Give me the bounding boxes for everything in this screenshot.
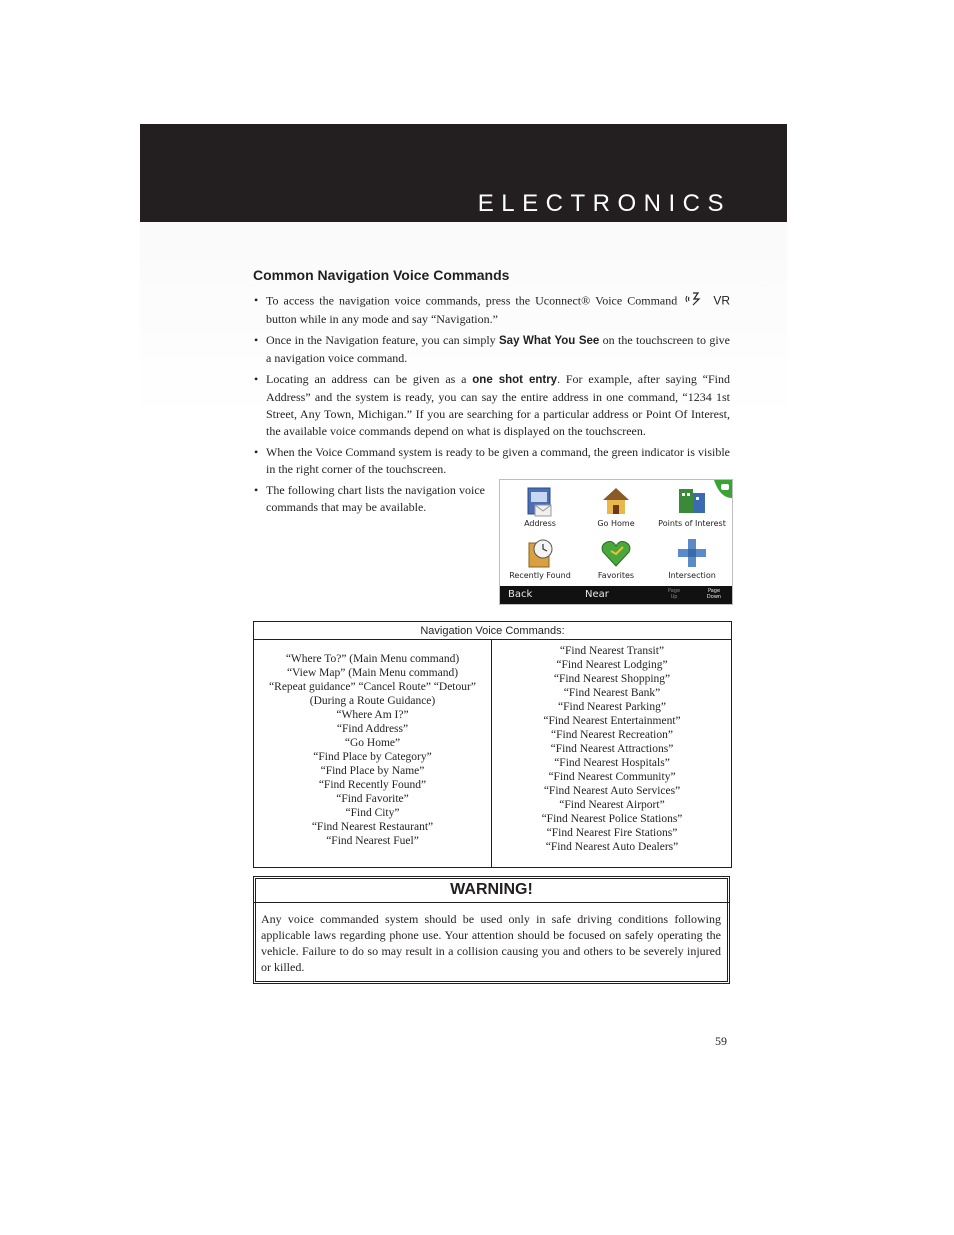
bullet-green-indicator [253, 444, 730, 478]
voice-command-item: “Find Nearest Airport” [559, 799, 665, 811]
bullet-say-what-you-see [253, 332, 730, 367]
voice-command-item: “Find Address” [336, 723, 409, 735]
table-header: Navigation Voice Commands: [254, 622, 731, 640]
voice-command-item: “Find Nearest Community” [548, 771, 676, 783]
bullet-text: . For example, after saying “Find Address” and the system is ready, you can say the entire address in one command, “1234 1st Street, Any Town, Michigan.” If you are searching for a particular address or Point Of Interest, the available voice commands depend on what is displayed on the touchscreen. [266, 372, 730, 438]
points-of-interest-tile[interactable] [654, 485, 730, 528]
section-title: Common Navigation Voice Commands [253, 267, 510, 283]
voice-command-icon [684, 292, 706, 311]
right-command-column [493, 640, 731, 867]
intersection-icon [675, 537, 709, 569]
page-down-button[interactable]: Page Down [706, 588, 722, 600]
section-header-bar [140, 124, 787, 222]
voice-command-item: “Find Nearest Hospitals” [554, 757, 670, 769]
voice-command-item: “Find Nearest Restaurant” [311, 821, 434, 833]
bullet-chart-intro [253, 482, 485, 516]
voice-command-item: “Find Nearest Attractions” [550, 743, 674, 755]
tile-label: Points of Interest [658, 519, 726, 528]
voice-command-item: “Find City” [345, 807, 400, 819]
voice-command-item: “Find Nearest Entertainment” [543, 715, 681, 727]
voice-command-item: “Find Place by Category” [313, 751, 432, 763]
back-button[interactable]: Back [508, 589, 533, 600]
voice-command-item: “Find Nearest Bank” [563, 687, 661, 699]
recently-found-tile[interactable] [502, 537, 578, 580]
bullet-text: The following chart lists the navigation voice commands that may be available. [266, 483, 485, 514]
bold-phrase: one shot entry [472, 374, 558, 386]
voice-command-item: “Find Nearest Shopping” [553, 673, 671, 685]
manual-page [140, 124, 787, 1107]
warning-title: WARNING! [254, 877, 729, 903]
voice-command-item: “Find Nearest Parking” [558, 701, 666, 713]
voice-command-item: “Where Am I?” [336, 709, 409, 721]
voice-command-item: “Find Nearest Fire Stations” [546, 827, 678, 839]
tile-label: Intersection [668, 571, 716, 580]
tile-label: Go Home [597, 519, 635, 528]
voice-command-item: “Find Nearest Auto Services” [543, 785, 681, 797]
touchscreen-bottom-bar [500, 586, 732, 604]
voice-command-item: “Find Nearest Fuel” [326, 835, 419, 847]
voice-command-item: “Find Nearest Recreation” [551, 729, 673, 741]
navigation-touchscreen-image [499, 479, 733, 605]
bullet-text: Locating an address can be given as a [266, 372, 473, 386]
voice-command-item: “Go Home” [344, 737, 401, 749]
intersection-tile[interactable] [654, 537, 730, 580]
voice-command-item: “Find Recently Found” [318, 779, 427, 791]
voice-command-item: (During a Route Guidance) [309, 695, 436, 707]
voice-command-item: “Find Nearest Lodging” [556, 659, 668, 671]
voice-command-item: “Find Nearest Auto Dealers” [545, 841, 679, 853]
bullet-text: Once in the Navigation feature, you can simply [266, 333, 500, 347]
bold-phrase: Say What You See [499, 335, 600, 347]
section-header-title: ELECTRONICS [477, 190, 731, 217]
navigation-voice-commands-table [253, 621, 732, 868]
bullet-one-shot-entry [253, 371, 730, 440]
voice-command-item: “Find Nearest Transit” [559, 645, 665, 657]
warning-box [253, 876, 730, 984]
left-command-column [254, 640, 492, 867]
voice-command-item: “Find Favorite” [336, 793, 409, 805]
voice-command-item: “Find Place by Name” [320, 765, 425, 777]
tile-label: Recently Found [509, 571, 571, 580]
near-button[interactable]: Near [585, 589, 609, 600]
bullet-text: button while in any mode and say “Navigation.” [266, 312, 498, 326]
tile-label: Address [524, 519, 556, 528]
home-icon [599, 485, 633, 517]
bullet-access-commands [253, 292, 730, 328]
page-number: 59 [715, 1034, 727, 1048]
recently-found-icon [523, 537, 557, 569]
voice-command-item: “Repeat guidance” “Cancel Route” “Detour” [269, 681, 476, 693]
address-icon [523, 485, 557, 517]
heart-icon [599, 537, 633, 569]
favorites-tile[interactable] [578, 537, 654, 580]
page-up-button[interactable]: Page Up [667, 588, 681, 600]
bullet-text: When the Voice Command system is ready to be given a command, the green indicator is visible in the right corner of the touchscreen. [266, 445, 730, 476]
voice-command-item: “View Map” (Main Menu command) [286, 667, 459, 679]
voice-command-item: “Where To?” (Main Menu command) [285, 653, 460, 665]
tile-label: Favorites [597, 571, 635, 580]
address-tile[interactable] [502, 485, 578, 528]
warning-body: Any voice commanded system should be used only in safe driving conditions following applicable laws regarding phone use. Your attention should be focused on safely operating the vehicle. Failure to do so may result in a collision causing you and others to be severely injured or killed. [261, 912, 721, 974]
voice-command-item: “Find Nearest Police Stations” [541, 813, 683, 825]
go-home-tile[interactable] [578, 485, 654, 528]
bullet-text: on the touchscreen to give a navigation voice command. [266, 333, 731, 365]
vr-label: VR [713, 293, 731, 308]
bullet-text: To access the navigation voice commands, press the Uconnect® Voice Command [266, 293, 678, 308]
points-of-interest-icon [675, 485, 709, 517]
